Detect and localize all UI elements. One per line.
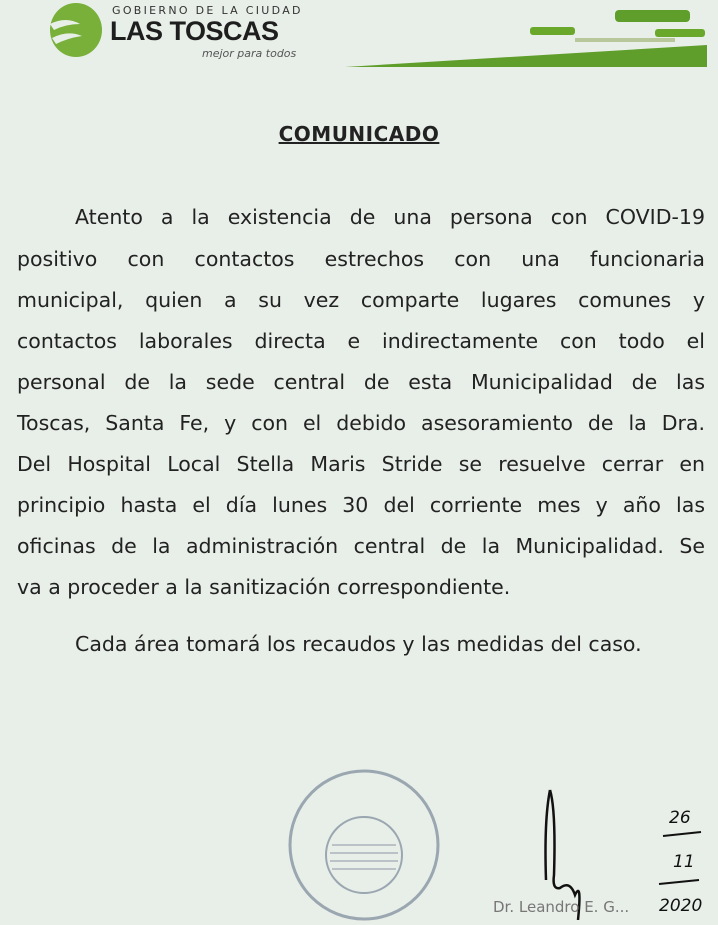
body-line: oficinas de la administración central de la Municipalidad. Se bbox=[17, 534, 705, 558]
government-label: GOBIERNO DE LA CIUDAD bbox=[112, 4, 303, 17]
date-day: 26 bbox=[669, 808, 691, 828]
date-month: 11 bbox=[673, 852, 695, 872]
body-line: Del Hospital Local Stella Maris Stride se resuelve cerrar en bbox=[17, 452, 705, 476]
signer-name: Dr. Leandro E. G... bbox=[493, 898, 630, 916]
body-line: Toscas, Santa Fe, y con el debido asesoramiento de la Dra. bbox=[17, 411, 705, 435]
date-year: 2020 bbox=[659, 896, 703, 916]
municipal-seal bbox=[284, 765, 444, 925]
handwritten-date bbox=[655, 808, 715, 918]
city-name: LAS TOSCAS bbox=[110, 16, 279, 46]
body-line: positivo con contactos estrechos con una funcionaria bbox=[17, 247, 705, 271]
city-logo bbox=[46, 2, 306, 62]
header-decoration bbox=[345, 5, 707, 70]
body-line: personal de la sede central de esta Municipalidad de las bbox=[17, 370, 705, 394]
body-line: principio hasta el día lunes 30 del corriente mes y año las bbox=[17, 493, 705, 517]
body-line: va a proceder a la sanitización correspondiente. bbox=[17, 575, 511, 599]
body-line: municipal, quien a su vez comparte lugares comunes y bbox=[17, 288, 705, 312]
logo-emblem-icon bbox=[46, 2, 104, 58]
body-line: Atento a la existencia de una persona con COVID-19 bbox=[75, 205, 705, 229]
document-title: COMUNICADO bbox=[278, 122, 440, 146]
tagline: mejor para todos bbox=[202, 47, 297, 60]
body-line: contactos laborales directa e indirectamente con todo el bbox=[17, 329, 705, 353]
closing-line: Cada área tomará los recaudos y las medidas del caso. bbox=[75, 632, 642, 656]
